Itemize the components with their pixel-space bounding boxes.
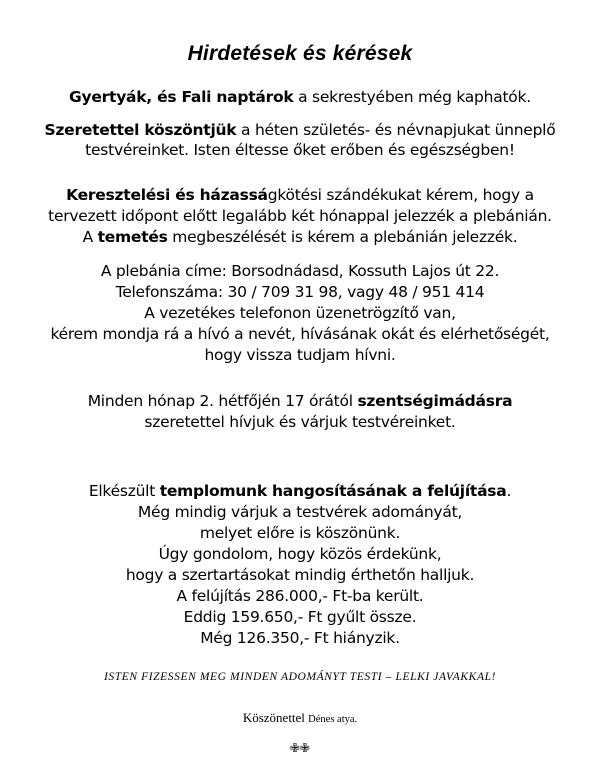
- greeting-text: a héten születés- és névnapjukat ünneplő: [236, 121, 556, 139]
- answering-machine-line: A vezetékes telefonon üzenetrögzítő van,: [144, 304, 456, 322]
- candles-notice: [0, 88, 600, 107]
- renovation-line: hogy a szertartásokat mindig érthetőn halljuk.: [125, 566, 475, 584]
- adoration-line-1: [0, 392, 600, 411]
- request-line: kérem mondja rá a hívó a nevét, hívásának okát és elérhetőségét,: [50, 325, 550, 343]
- closing-signature: Dénes atya.: [308, 714, 358, 725]
- greeting-line-1: [0, 121, 600, 140]
- candles-text: a sekrestyében még kaphatók.: [293, 88, 531, 106]
- baptism-text: gkötési szándékukat kérem, hogy a: [267, 186, 534, 204]
- renovation-line-1: [0, 482, 600, 501]
- renovation-line: Még mindig várjuk a testvérek adományát,: [137, 503, 463, 521]
- blessing-line: ISTEN FIZESSEN MEG MINDEN ADOMÁNYT TESTI – LELKI JAVAKKAL!: [103, 671, 497, 683]
- funeral-line: [0, 228, 600, 247]
- address-line: A plebánia címe: Borsodnádasd, Kossuth Lajos út 22.: [100, 262, 500, 280]
- renovation-pre: Elkészült: [88, 482, 160, 500]
- funeral-pre: A: [82, 228, 98, 246]
- funeral-bold: temetés: [97, 228, 168, 246]
- closing-line: [0, 710, 600, 726]
- page-title: Hirdetések és kérések: [187, 42, 413, 65]
- renovation-line: Úgy gondolom, hogy közös érdekünk,: [158, 545, 442, 563]
- closing-thanks: Köszönettel: [242, 710, 305, 725]
- greeting-bold: Szeretettel köszöntjük: [44, 121, 237, 139]
- renovation-cost-line: A felújítás 286.000,- Ft-ba került.: [176, 587, 424, 605]
- renovation-post: .: [506, 482, 512, 500]
- baptism-line-2: tervezett időpont előtt legalább két hónappal jelezzék a plebánián.: [48, 207, 552, 225]
- funeral-text: megbeszélését is kérem a plebánián jelezzék.: [167, 228, 518, 246]
- renovation-line: melyet előre is köszönünk.: [199, 524, 401, 542]
- adoration-line-2: szeretettel hívjuk és várjuk testvéreinket.: [144, 413, 456, 431]
- renovation-collected-line: Eddig 159.650,- Ft gyűlt össze.: [183, 608, 417, 626]
- phone-line: Telefonszáma: 30 / 709 31 98, vagy 48 / 951 414: [115, 283, 485, 301]
- candles-bold: Gyertyák, és Fali naptárok: [69, 88, 294, 106]
- callback-line: hogy vissza tudjam hívni.: [204, 346, 396, 364]
- renovation-missing-line: Még 126.350,- Ft hiányzik.: [200, 629, 400, 647]
- greeting-line-2: testvéreinket. Isten éltesse őket erőben és egészségben!: [85, 141, 515, 159]
- baptism-line-1: [0, 186, 600, 205]
- adoration-text: Minden hónap 2. hétfőjén 17 órától: [87, 392, 358, 410]
- baptism-bold: Keresztelési és házassá: [66, 186, 268, 204]
- cross-icon: ✙✙: [289, 741, 311, 755]
- renovation-bold: templomunk hangosításának a felújítása: [159, 482, 507, 500]
- adoration-bold: szentségimádásra: [357, 392, 513, 410]
